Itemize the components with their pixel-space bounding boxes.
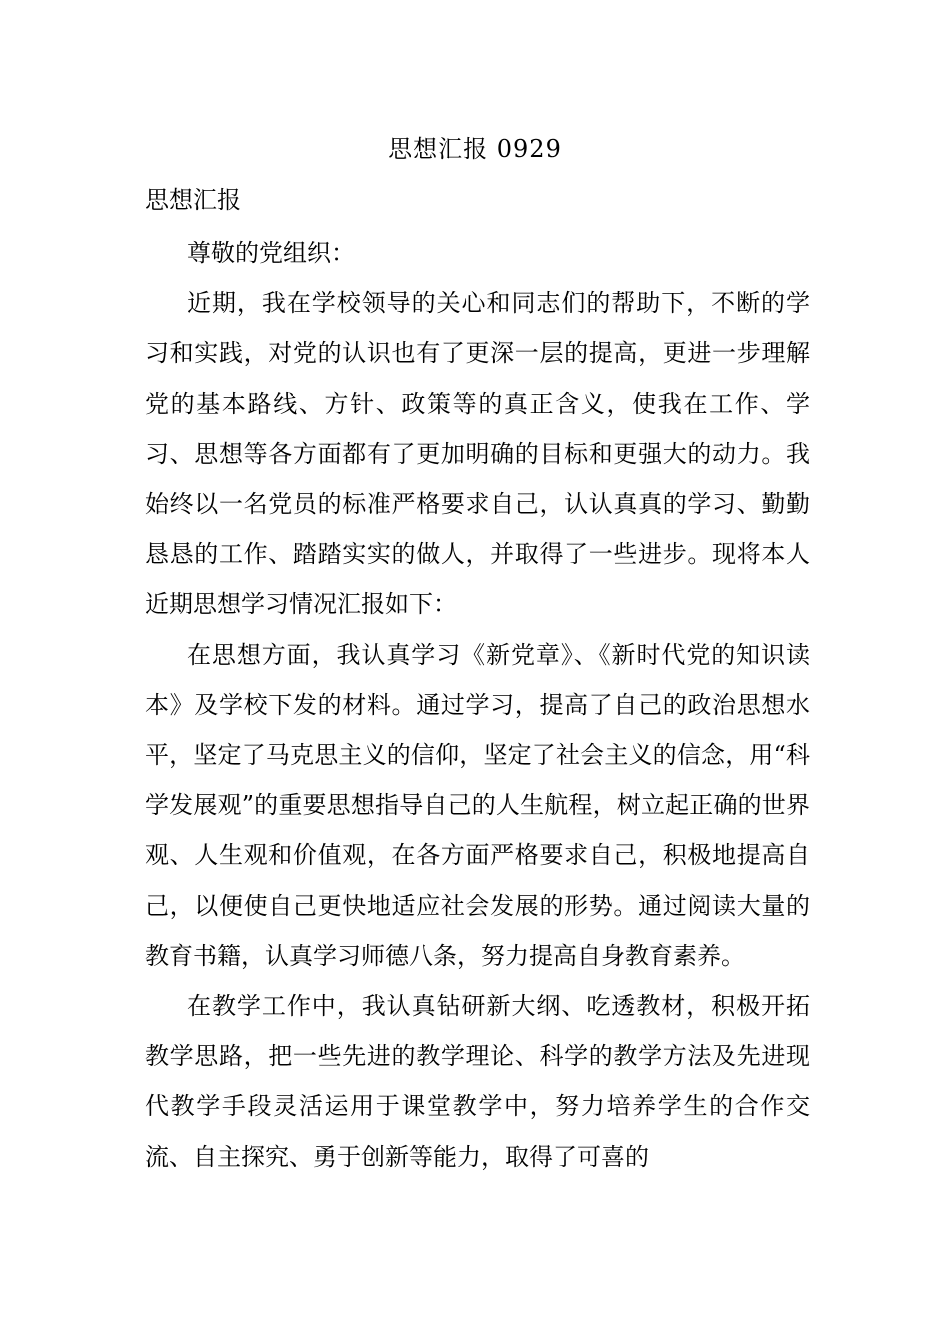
paragraph-thought: 在思想方面，我认真学习《新党章》、《新时代党的知识读本》及学校下发的材料。通过学习，提高了自己的政治思想水平，坚定了马克思主义的信仰，坚定了社会主义的信念，用“科学发展观”的重要思想指导自己的人生航程，树立起正确的世界观、人生观和价值观，在各方面严格要求自己，积极地提高自己，以便使自己更快地适应社会发展的形势。通过阅读大量的教育书籍，认真学习师德八条，努力提高自身教育素养。 <box>145 640 810 970</box>
document-subheading: 思想汇报 <box>145 186 241 214</box>
paragraph-intro: 近期，我在学校领导的关心和同志们的帮助下，不断的学习和实践，对党的认识也有了更深一层的提高，更进一步理解党的基本路线、方针、政策等的真正含义，使我在工作、学习、思想等各方面都有了更加明确的目标和更强大的动力。我始终以一名党员的标准严格要求自己，认认真真的学习、勤勤恳恳的工作、踏踏实实的做人，并取得了一些进步。现将本人近期思想学习情况汇报如下： <box>145 289 810 619</box>
salutation: 尊敬的党组织： <box>187 239 355 267</box>
paragraph-teaching: 在教学工作中，我认真钻研新大纲、吃透教材，积极开拓教学思路，把一些先进的教学理论、科学的教学方法及先进现代教学手段灵活运用于课堂教学中，努力培养学生的合作交流、自主探究、勇于创新等能力，取得了可喜的 <box>145 992 810 1171</box>
document-body <box>145 228 810 1182</box>
document-title: 思想汇报 0929 <box>388 135 562 163</box>
